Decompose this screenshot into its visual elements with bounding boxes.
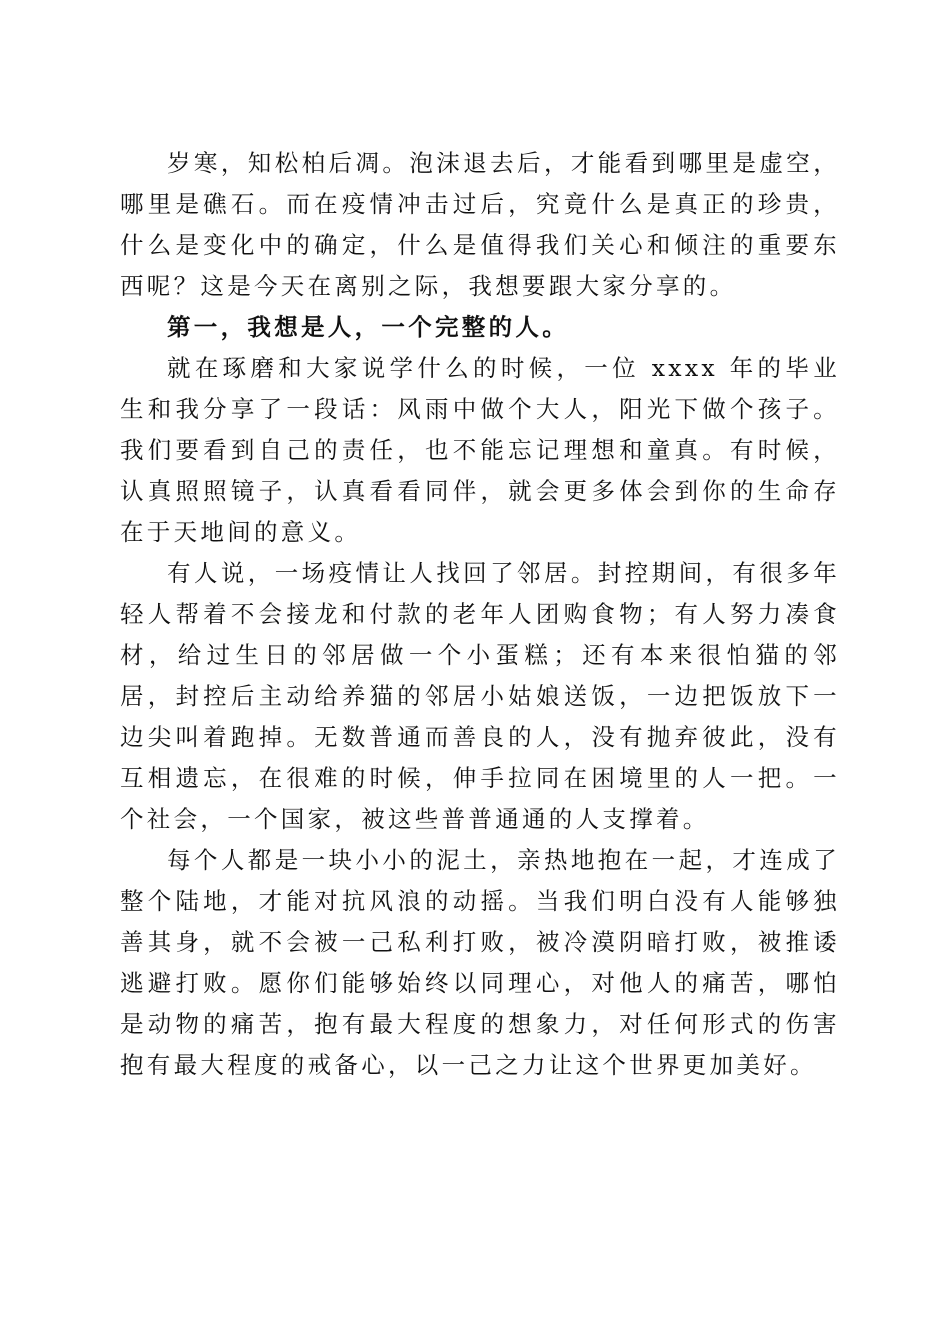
paragraph-graduate-quote: 就在琢磨和大家说学什么的时候，一位 xxxx 年的毕业生和我分享了一段话：风雨中做个大人，阳光下做个孩子。我们要看到自己的责任，也不能忘记理想和童真。有时候，认真照照镜子，认真看看同伴，就会更多体会到你的生命存在于天地间的意义。 [120, 354, 840, 546]
paragraph-intro: 岁寒，知松柏后凋。泡沫退去后，才能看到哪里是虚空，哪里是礁石。而在疫情冲击过后，究竟什么是真正的珍贵，什么是变化中的确定，什么是值得我们关心和倾注的重要东西呢？这是今天在离别之际，我想要跟大家分享的。 [120, 149, 840, 300]
paragraph-neighbors: 有人说，一场疫情让人找回了邻居。封控期间，有很多年轻人帮着不会接龙和付款的老年人团购食物；有人努力凑食材，给过生日的邻居做一个小蛋糕；还有本来很怕猫的邻居，封控后主动给养猫的邻居小姑娘送饭，一边把饭放下一边尖叫着跑掉。无数普通而善良的人，没有抛弃彼此，没有互相遗忘，在很难的时候，伸手拉同在困境里的人一把。一个社会，一个国家，被这些普普通通的人支撑着。 [120, 559, 840, 833]
document-page [120, 143, 840, 1086]
section-heading: 第一，我想是人，一个完整的人。 [167, 313, 569, 341]
paragraph-empathy: 每个人都是一块小小的泥土，亲热地抱在一起，才连成了整个陆地，才能对抗风浪的动摇。当我们明白没有人能够独善其身，就不会被一己私利打败，被冷漠阴暗打败，被推诿逃避打败。愿你们能够始终以同理心，对他人的痛苦，哪怕是动物的痛苦，抱有最大程度的想象力，对任何形式的伤害抱有最大程度的戒备心，以一己之力让这个世界更加美好。 [120, 846, 840, 1079]
